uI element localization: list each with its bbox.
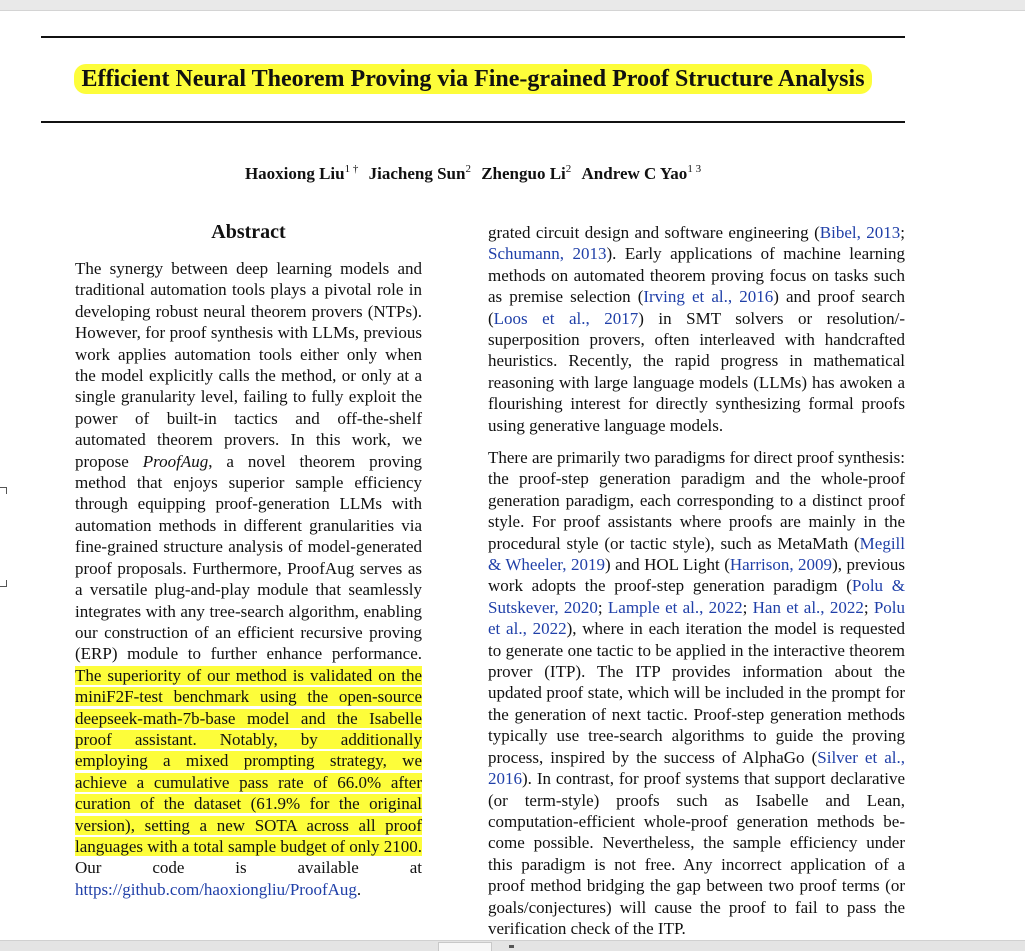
author-affiliation: 1 3: [687, 163, 702, 175]
body-text: ;: [742, 597, 753, 617]
abstract-body: [75, 258, 422, 900]
author: [245, 164, 358, 183]
selection-handle-top[interactable]: [0, 487, 7, 494]
page-indicator-icon: [509, 945, 514, 948]
body-text: ;: [597, 597, 608, 617]
highlighted-text[interactable]: The superiority of our method is validated on the miniF2F-test benchmark using the open-source deepseek-math-7b-base model and the Isabelle proof assistant. Notably, by additionally employing a mixed prompting strategy, we achieve a cumulative pass rate of 66.0% after curation of the dataset (61.9% for the original version), setting a new SOTA across all proof languages with a total sample budget of only 2100.: [75, 665, 423, 856]
code-link[interactable]: https://github.com/haoxiongliu/ProofAug: [75, 879, 357, 899]
author-name: Andrew C Yao: [581, 164, 688, 183]
selection-handle-bottom[interactable]: [0, 580, 7, 587]
viewer-top-toolbar: [0, 0, 1025, 11]
title-rule-bottom: [41, 121, 905, 123]
method-name: ProofAug: [142, 451, 209, 471]
citation-link[interactable]: Lample et al., 2022: [607, 597, 743, 617]
body-text: ;: [863, 597, 874, 617]
abstract-text: , a novel theorem proving method that enjoys superior sample efficiency through equipping proof-generation LLMs with automation methods in different granularities via fine-grained structure analysis of model-generated proof proposals. Furthermore, ProofAug serves as a versatile plug-and-play module that seamlessly integrates with any tree-search algorithm, enabling our construction of an efficient recursive proving (ERP) module to further enhance performance.: [75, 451, 422, 664]
author-list: [41, 158, 905, 185]
body-text: ) in SMT solvers or resolution/-superposition provers, often interleaved with handcrafted heuristics. Recently, the rapid progress in mathematical reasoning with large language models (LLMs) has awoken a flourishing interest for directly synthesizing formal proofs using generative language models.: [488, 308, 905, 435]
author: [481, 164, 571, 183]
body-text: ). Early applications of machine learning methods on automated theorem proving focus on tasks such as premise selection (: [488, 244, 905, 307]
abstract-text: Our code is available at: [75, 858, 422, 878]
citation-link[interactable]: Irving et al., 2016: [643, 287, 774, 307]
body-text: ) and proof search (: [488, 287, 905, 328]
body-text: There are primarily two paradigms for direct proof synthesis: the proof-step generation paradigm and the whole-proof generation paradigm, each corresponding to a distinct proof style. For proof assistants where proofs are mainly in the procedural style (or tactic style), such as MetaMath (: [488, 448, 905, 553]
body-text: ;: [900, 223, 905, 242]
author-affiliation: 2: [565, 163, 572, 175]
intro-paragraph-2: [488, 447, 905, 939]
author-name: Haoxiong Liu: [244, 164, 345, 183]
citation-link[interactable]: Loos et al., 2017: [493, 308, 639, 328]
abstract-text: .: [356, 879, 362, 899]
citation-link[interactable]: Polu et al., 2022: [488, 597, 905, 639]
author-name: Zhenguo Li: [481, 164, 566, 183]
citation-link[interactable]: Polu & Sutskever, 2020: [488, 576, 905, 617]
body-text: ), previous work adopts the proof-step generation paradigm (: [488, 555, 905, 596]
citation-link[interactable]: Bibel, 2013: [819, 223, 901, 242]
body-text: ). In contrast, for proof systems that support declarative (or term-style) proofs such as Isabelle and Lean, computation-efficient whole-proof generation methods become possible. Nevertheless, the sample efficiency under this paradigm is not free. Any incorrect application of a proof method bridging the gap between two proof terms (or goals/conjectures) will cause the proof to fail to pass the verification check of the ITP.: [488, 769, 905, 938]
author: [582, 164, 702, 183]
paper-title: [41, 60, 905, 98]
citation-link[interactable]: Schumann, 2013: [488, 244, 607, 264]
author-affiliation: 2: [465, 163, 471, 175]
author: [369, 164, 471, 183]
body-text: ) and HOL Light (: [604, 555, 730, 575]
citation-link[interactable]: Megill & Wheeler, 2019: [488, 533, 905, 575]
body-text: grated circuit design and software engineering (: [488, 223, 820, 242]
citation-link[interactable]: Han et al., 2022: [752, 597, 864, 617]
body-text: ), where in each iteration the model is requested to generate one tactic to be applied in the interactive theorem prover (ITP). The ITP provides information about the updated proof state, which will be included in the prompt for the generation of next tactic. Proof-step generation methods typically use tree-search algorithms to guide the proving process, inspired by the success of AlphaGo (: [488, 619, 905, 767]
intro-paragraph-1: [488, 222, 905, 436]
citation-link[interactable]: Harrison, 2009: [729, 555, 833, 575]
abstract-heading: Abstract: [211, 221, 286, 243]
author-name: Jiacheng Sun: [368, 164, 466, 183]
title-rule-top: [41, 36, 905, 38]
abstract-text: The synergy between deep learning models and traditional automation tools plays a pivotal role in developing robust neural theorem provers (NTPs). However, for proof synthesis with LLMs, previous work applies automation tools either only when the model explicitly calls the method, or only at a single granularity level, failing to fully exploit the power of built-in tactics and off-the-shelf automated theorem provers. In this work, we propose: [75, 259, 422, 471]
paper-title-text: Efficient Neural Theorem Proving via Fine-grained Proof Structure Analysis: [74, 64, 871, 94]
citation-link[interactable]: Silver et al., 2016: [488, 747, 905, 789]
author-affiliation: 1 †: [344, 163, 359, 175]
